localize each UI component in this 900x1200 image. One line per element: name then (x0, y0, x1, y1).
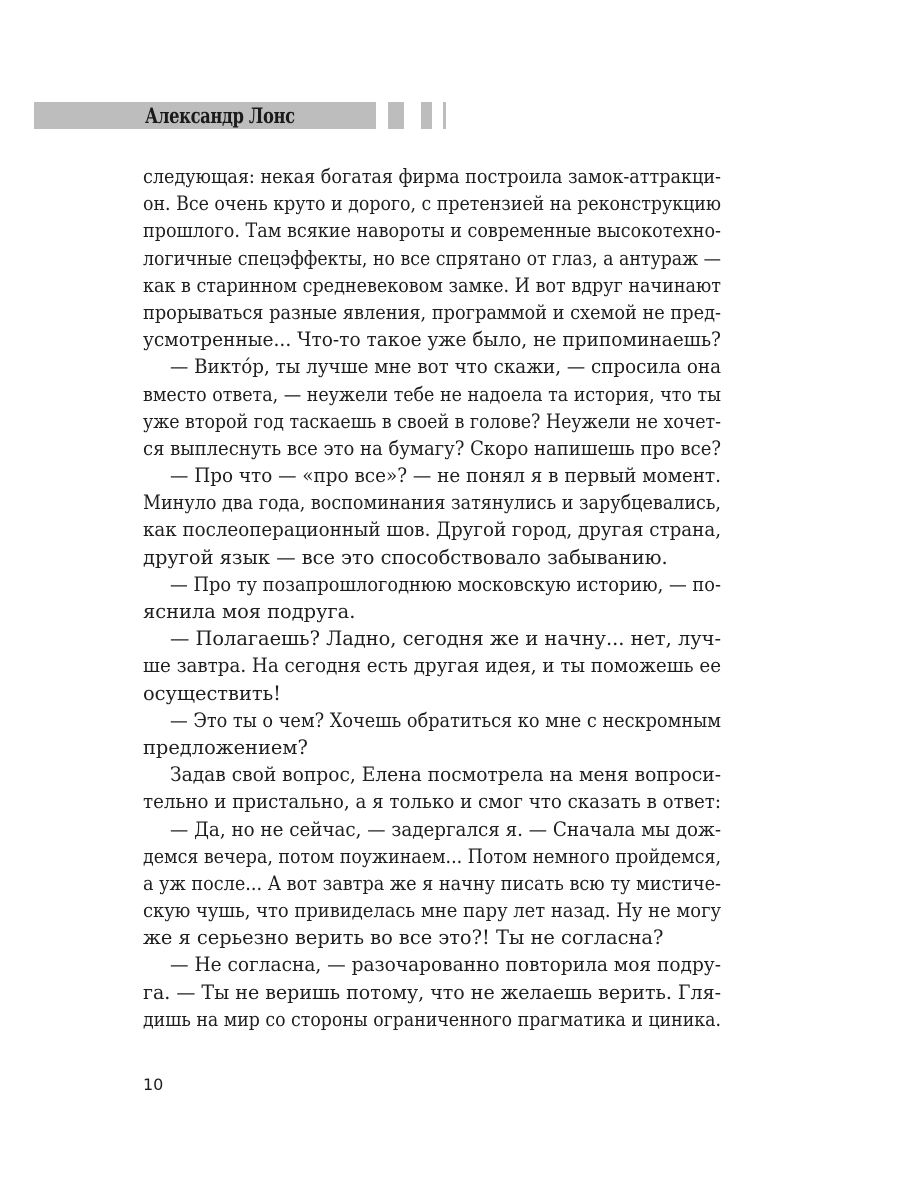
text-line-content: яснила моя подруга. (143, 600, 356, 623)
text-line-content: дишь на мир со стороны ограниченного прагматика и циника. (143, 1007, 721, 1031)
text-line-content: демся вечера, потом поужинаем... Потом немного пройдемся, (143, 844, 721, 868)
text-line-content: — Про что — «про все»? — не понял я в первый момент. (170, 464, 721, 488)
text-line (143, 516, 721, 543)
text-line (143, 843, 721, 870)
text-line-content: как в старинном средневековом замке. И вот вдруг начинают (143, 273, 721, 297)
text-line-content: — Это ты о чем? Хочешь обратиться ко мне с нескромным (170, 708, 721, 732)
text-line (143, 761, 721, 788)
text-line (143, 544, 721, 571)
text-line (143, 680, 721, 707)
text-line (143, 816, 721, 843)
text-line-content: другой язык — все это способствовало забыванию. (143, 545, 668, 569)
text-line (143, 897, 721, 924)
text-line-content: предложением? (143, 735, 308, 759)
text-line (143, 381, 721, 408)
text-line (143, 408, 721, 435)
text-line-content: как послеоперационный шов. Другой город, другая страна, (143, 518, 721, 542)
running-header-author: Александр Лонс (145, 103, 295, 128)
text-line-content: га. — Ты не веришь потому, что не желаешь верить. Гля- (143, 980, 721, 1004)
text-line (143, 924, 721, 951)
text-line (143, 625, 721, 652)
text-line-content: вместо ответа, — неужели тебе не надоела та история, что ты (143, 382, 721, 406)
text-line-content: Задав свой вопрос, Елена посмотрела на меня вопроси- (170, 763, 721, 787)
text-line-content: ше завтра. На сегодня есть другая идея, и ты поможешь ее (143, 654, 721, 678)
text-line (143, 979, 721, 1006)
text-line (143, 1006, 721, 1033)
text-line (143, 951, 721, 978)
text-line (143, 163, 721, 190)
text-line-content: прошлого. Там всякие навороты и современные высокотехно- (143, 219, 721, 243)
text-line-content: — Не согласна, — разочарованно повторила моя подру- (170, 953, 721, 977)
text-line (143, 734, 721, 761)
text-line-content: логичные спецэффекты, но все спрятано от глаз, а антураж — (143, 246, 721, 270)
text-line (143, 707, 721, 734)
page-number: 10 (143, 1075, 164, 1094)
text-line-content: — Про ту позапрошлогоднюю московскую историю, — по- (170, 572, 721, 596)
text-line-content: — Полагаешь? Ладно, сегодня же и начну... нет, луч- (170, 627, 721, 651)
text-line (143, 326, 721, 353)
body-text (143, 163, 721, 1033)
text-line-content: же я серьезно верить во все это?! Ты не согласна? (143, 926, 664, 950)
text-line (143, 217, 721, 244)
text-line-content: осуществить! (143, 681, 281, 705)
text-line-content: он. Все очень круто и дорого, с претензией на реконструкцию (143, 192, 721, 216)
text-line-content: ся выплеснуть все это на бумагу? Скоро напишешь про все? (143, 436, 721, 460)
text-line-content: следующая: некая богатая фирма построила замок-аттракци- (143, 165, 721, 188)
text-line-content: прорываться разные явления, программой и схемой не пред- (143, 300, 721, 324)
text-line-content: скую чушь, что привиделась мне пару лет назад. Ну не могу (143, 899, 721, 923)
text-line (143, 272, 721, 299)
text-line-content: усмотренные... Что-то такое уже было, не припоминаешь? (143, 328, 721, 352)
text-line (143, 788, 721, 815)
text-line-content: уже второй год таскаешь в своей в голове? Неужели не хочет- (143, 409, 721, 433)
text-line (143, 435, 721, 462)
text-line-content: тельно и пристально, а я только и смог что сказать в ответ: (143, 790, 721, 814)
text-line (143, 652, 721, 679)
text-line (143, 190, 721, 217)
header-decor-block (388, 102, 404, 129)
text-line-content: Минуло два года, воспоминания затянулись и зарубцевались, (143, 491, 721, 515)
header-decor-block (421, 102, 432, 129)
text-line (143, 571, 721, 598)
text-line (143, 462, 721, 489)
text-line (143, 353, 721, 380)
text-line (143, 489, 721, 516)
text-line (143, 598, 721, 625)
text-line-content: — Да, но не сейчас, — задергался я. — Сначала мы дож- (170, 817, 721, 841)
text-line (143, 299, 721, 326)
header-decor-block (443, 102, 446, 129)
text-line-content: а уж после... А вот завтра же я начну писать всю ту мистиче- (143, 871, 721, 895)
text-line (143, 870, 721, 897)
text-line-content: — Викто́р, ты лучше мне вот что скажи, — спросила она (170, 355, 721, 379)
text-line (143, 245, 721, 272)
